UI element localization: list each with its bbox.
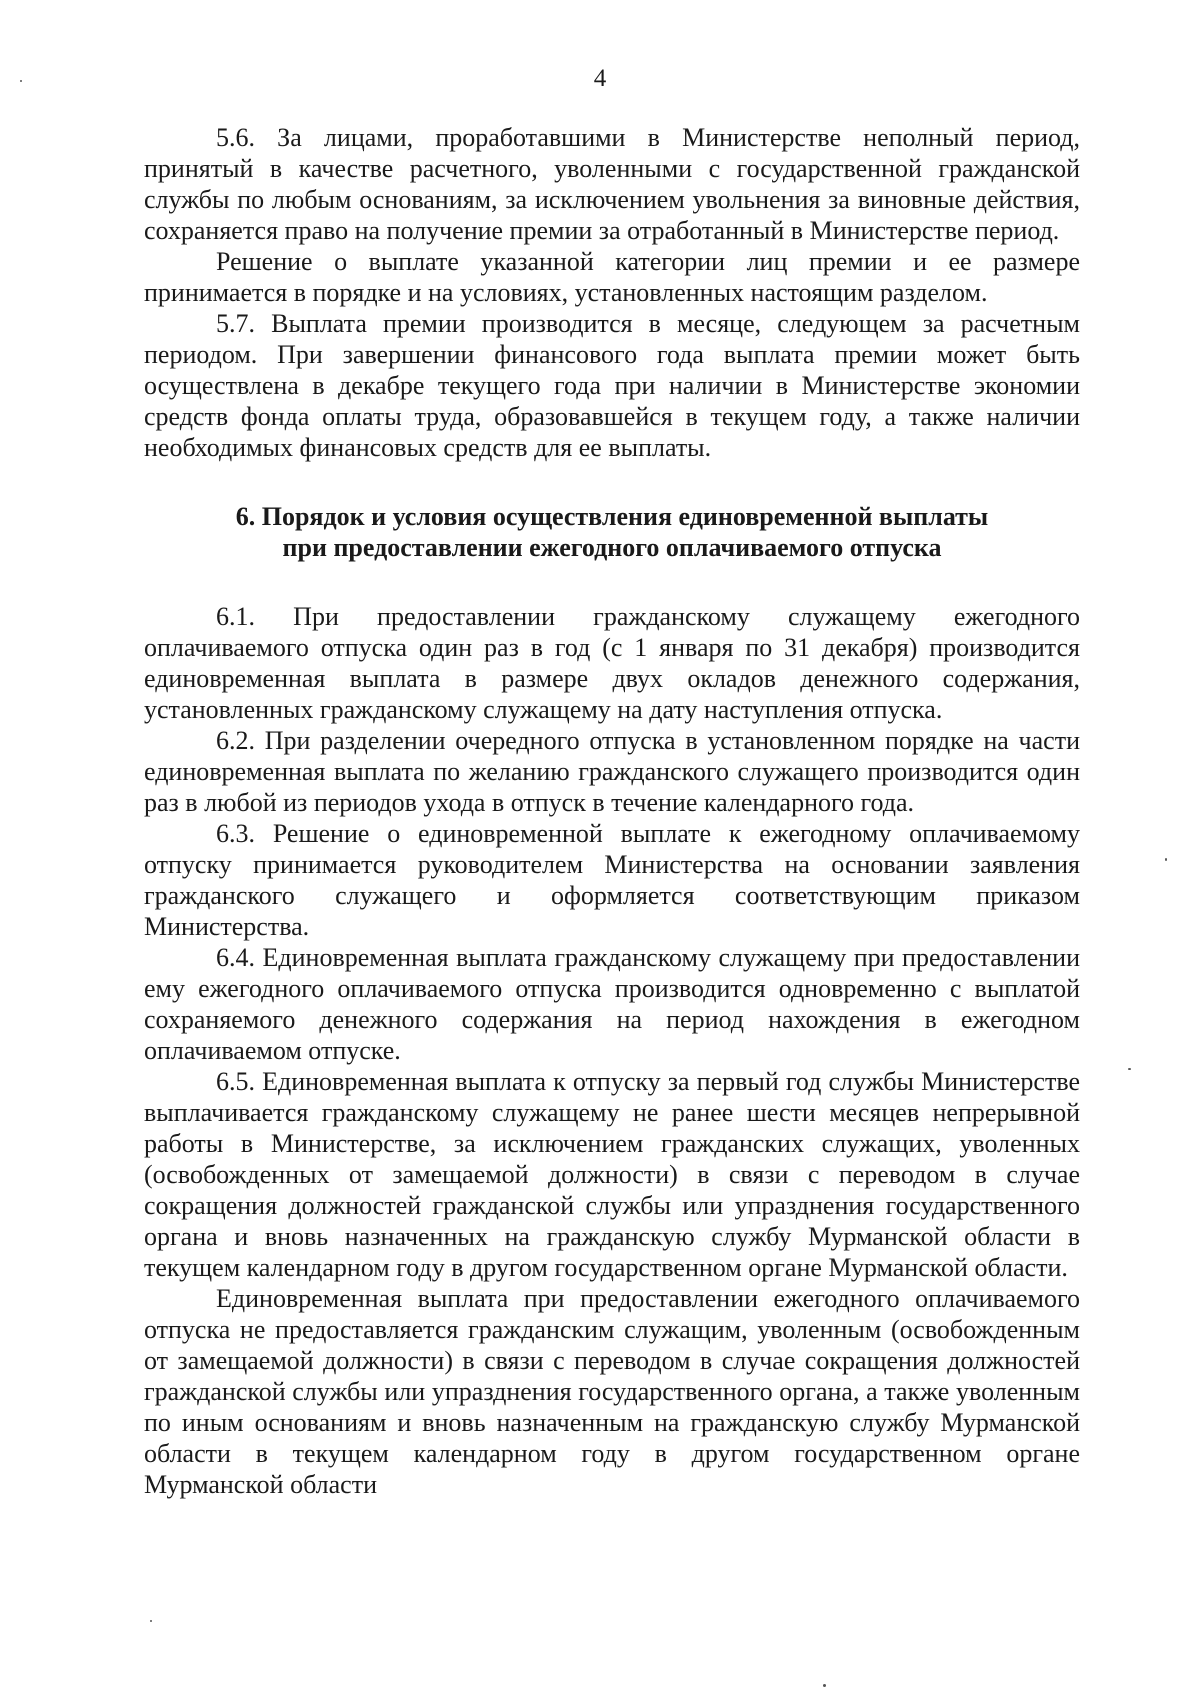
paragraph-6-5: 6.5. Единовременная выплата к отпуску за первый год службы Министерстве выплачивается гражданскому служащему не ранее шести месяцев непрерывной работы в Министерстве, за исключением гражданских служащих, уволенных (освобожденных от замещаемой должности) в связи с переводом в случае сокращения должностей гражданской службы или упразднения государственного органа и вновь назначенных на гражданскую службу Мурманской области в текущем календарном году в другом государственном органе Мурманской области. (144, 1067, 1080, 1282)
section-6-heading-line-1: 6. Порядок и условия осуществления единовременной выплаты (235, 502, 989, 531)
scan-speck (823, 1684, 826, 1687)
document-body (144, 122, 1080, 1500)
paragraph-6-2: 6.2. При разделении очередного отпуска в установленном порядке на части единовременная выплата по желанию гражданского служащего производится один раз в любой из периодов ухода в отпуск в течение календарного года. (144, 726, 1080, 817)
paragraph-5-6-decision: Решение о выплате указанной категории лиц премии и ее размере принимается в порядке и на условиях, установленных настоящим разделом. (144, 247, 1080, 307)
paragraph-6-3: 6.3. Решение о единовременной выплате к ежегодному оплачиваемому отпуску принимается руководителем Министерства на основании заявления гражданского служащего и оформляется соответствующим приказом Министерства. (144, 819, 1080, 941)
scan-speck (150, 1620, 152, 1622)
paragraph-6-4: 6.4. Единовременная выплата гражданскому служащему при предоставлении ему ежегодного оплачиваемого отпуска производится одновременно с выплатой сохраняемого денежного содержания на период нахождения в ежегодном оплачиваемом отпуске. (144, 943, 1080, 1065)
paragraph-5-7: 5.7. Выплата премии производится в месяце, следующем за расчетным периодом. При завершении финансового года выплата премии может быть осуществлена в декабре текущего года при наличии в Министерстве экономии средств фонда оплаты труда, образовавшейся в текущем году, а также наличии необходимых финансовых средств для ее выплаты. (144, 309, 1080, 462)
page-number: 4 (593, 65, 607, 92)
section-6-heading (144, 501, 1080, 563)
scan-speck (20, 80, 22, 82)
paragraph-6-5-exception: Единовременная выплата при предоставлении ежегодного оплачиваемого отпуска не предоставляется гражданским служащим, уволенным (освобожденным от замещаемой должности) в связи с переводом в случае сокращения должностей гражданской службы или упразднения государственного органа, а также уволенным по иным основаниям и вновь назначенным на гражданскую службу Мурманской области в текущем календарном году в другом государственном органе Мурманской области (144, 1284, 1080, 1499)
paragraph-5-6: 5.6. За лицами, проработавшими в Министерстве неполный период, принятый в качестве расчетного, уволенными с государственной гражданской службы по любым основаниям, за исключением увольнения за виновные действия, сохраняется право на получение премии за отработанный в Министерстве период. (144, 123, 1080, 245)
paragraph-6-1: 6.1. При предоставлении гражданскому служащему ежегодного оплачиваемого отпуска один раз в год (с 1 января по 31 декабря) производится единовременная выплата в размере двух окладов денежного содержания, установленных гражданскому служащему на дату наступления отпуска. (144, 602, 1080, 724)
scan-speck (1128, 1068, 1131, 1070)
section-6-heading-line-2: при предоставлении ежегодного оплачиваемого отпуска (282, 533, 942, 562)
scan-speck (1165, 858, 1167, 861)
